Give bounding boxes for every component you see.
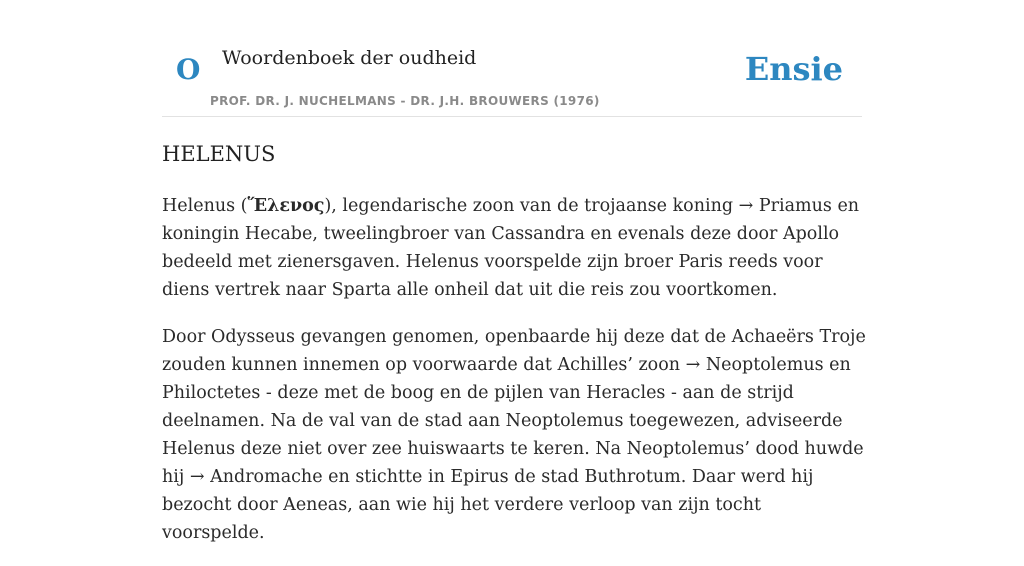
p2-text-1: Door Odysseus gevangen genomen, openbaarde hij deze dat de Achaeërs Troje zouden kunnen innemen op voorwaarde dat Achilles’ zoon <box>162 327 866 375</box>
paragraph-2 <box>162 323 866 547</box>
p1-text-1: Helenus ( <box>162 196 248 216</box>
book-title-link[interactable]: Woordenboek der oudheid <box>222 47 477 69</box>
p1-text-3: en koningin Hecabe, tweelingbroer van Cassandra en evenals deze door Apollo bedeeld met zienersgaven. Helenus voorspelde zijn broer Paris reeds voor diens vertrek naar Sparta alle onheil dat uit die reis zou voortkomen. <box>162 196 860 300</box>
p1-text-2: ), legendarische zoon van de trojaanse koning <box>324 196 739 216</box>
paragraph-1 <box>162 192 866 304</box>
header <box>162 0 862 117</box>
greek-name: Ἕλενος <box>247 196 325 216</box>
index-letter[interactable]: O <box>176 53 201 86</box>
xref-link-andromache[interactable]: → Andromache <box>189 467 323 487</box>
xref-link-priamus[interactable]: → Priamus <box>738 196 832 216</box>
entry-body <box>162 192 866 566</box>
p2-text-3: en stichtte in Epirus de stad Buthrotum. Daar werd hij bezocht door Aeneas, aan wie hij het verdere verloop van zijn tocht voorspelde. <box>162 467 814 543</box>
p2-text-2: en Philoctetes - deze met de boog en de pijlen van Heracles - aan de strijd deelnamen. Na de val van de stad aan Neoptolemus toegewezen, adviseerde Helenus deze niet over zee huiswaarts te keren. Na Neoptolemus’ dood huwde hij <box>162 355 864 487</box>
xref-link-neoptolemus[interactable]: → Neoptolemus <box>685 355 824 375</box>
ensie-logo-link[interactable]: Ensie <box>744 50 843 88</box>
entry-title: HELENUS <box>162 142 276 166</box>
authors-line: PROF. DR. J. NUCHELMANS - DR. J.H. BROUWERS (1976) <box>210 94 600 108</box>
